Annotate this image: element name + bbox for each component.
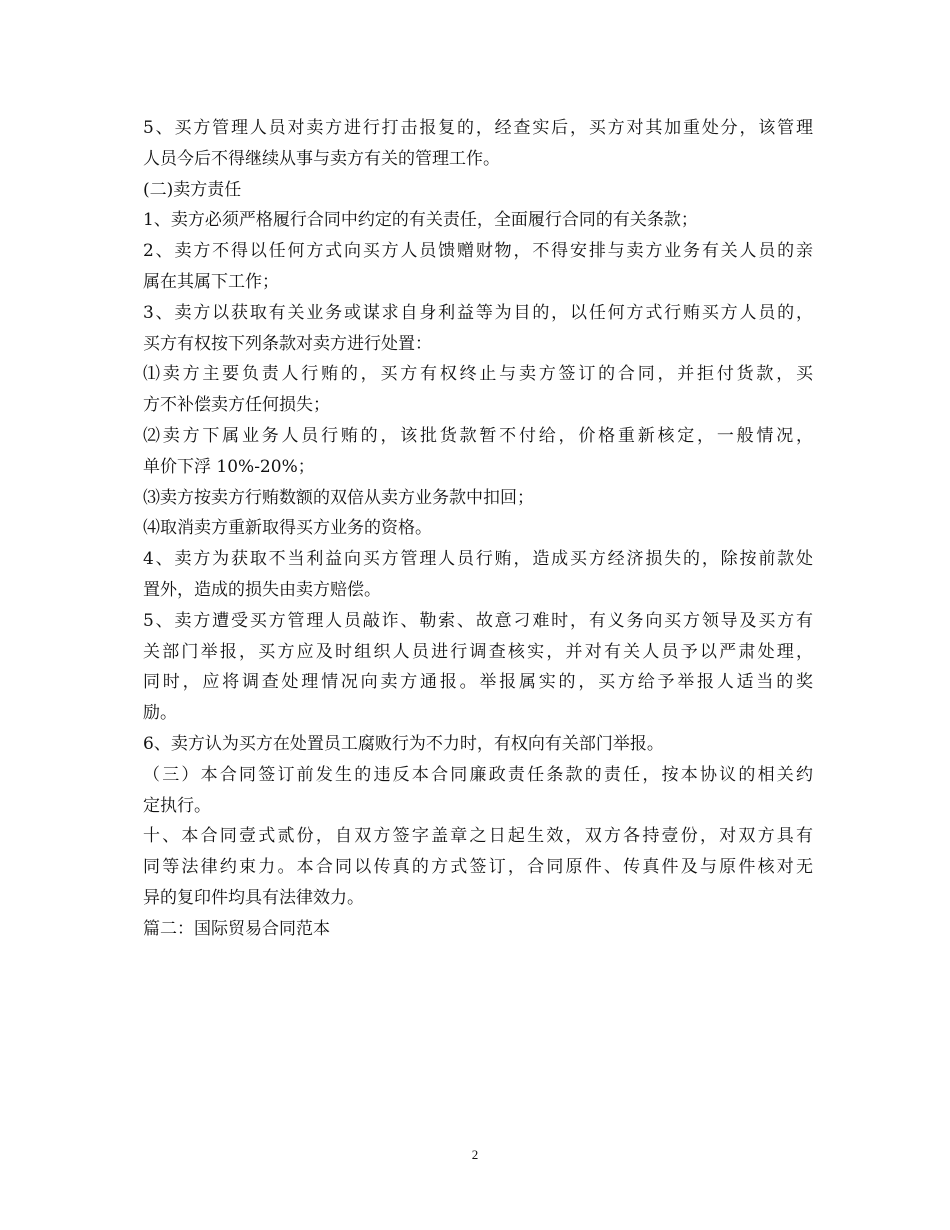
page-number: 2: [471, 1147, 479, 1162]
text-line: 励。: [143, 703, 177, 724]
text-line: 同时，应将调查处理情况向卖方通报。举报属实的，买方给予举报人适当的奖: [143, 672, 813, 693]
text-line: ⑶卖方按卖方行贿数额的双倍从卖方业务款中扣回；: [143, 487, 534, 508]
text-line: 篇二：国际贸易合同范本: [143, 918, 330, 939]
text-line: 6、卖方认为买方在处置员工腐败行为不力时，有权向有关部门举报。: [143, 733, 664, 754]
text-line: 5、买方管理人员对卖方进行打击报复的，经查实后，买方对其加重处分，该管理: [143, 118, 813, 138]
text-line: 人员今后不得继续从事与卖方有关的管理工作。: [143, 148, 500, 169]
text-line: 同等法律约束力。本合同以传真的方式签订，合同原件、传真件及与原件核对无: [143, 857, 813, 878]
text-line: 5、卖方遭受买方管理人员敲诈、勒索、故意刁难时，有义务向买方领导及买方有: [143, 610, 813, 631]
text-line: 1、卖方必须严格履行合同中约定的有关责任，全面履行合同的有关条款；: [143, 210, 698, 231]
text-line: 3、卖方以获取有关业务或谋求自身利益等为目的，以任何方式行贿买方人员的，: [143, 302, 813, 323]
text-line: 十、本合同壹式贰份，自双方签字盖章之日起生效，双方各持壹份，对双方具有: [143, 826, 813, 847]
text-line: 方不补偿卖方任何损失；: [143, 395, 330, 416]
text-line: 4、卖方为获取不当利益向买方管理人员行贿，造成买方经济损失的，除按前款处: [143, 549, 813, 570]
document-body: [143, 113, 813, 945]
text-line: 单价下浮 10%-20%；: [143, 456, 315, 477]
text-line: 置外，造成的损失由卖方赔偿。: [143, 579, 381, 600]
text-line: (二)卖方责任: [143, 179, 242, 200]
text-line: ⑴卖方主要负责人行贿的，买方有权终止与卖方签订的合同，并拒付货款，买: [143, 364, 813, 385]
text-line: 定执行。: [143, 795, 211, 816]
text-line: 关部门举报，买方应及时组织人员进行调查核实，并对有关人员予以严肃处理，: [143, 641, 813, 662]
text-line: 买方有权按下列条款对卖方进行处置：: [143, 333, 432, 354]
text-line: 2、卖方不得以任何方式向买方人员馈赠财物，不得安排与卖方业务有关人员的亲: [143, 241, 813, 262]
text-line: （三）本合同签订前发生的违反本合同廉政责任条款的责任，按本协议的相关约: [143, 764, 813, 785]
text-line: 属在其属下工作；: [143, 271, 279, 292]
text-line: 异的复印件均具有法律效力。: [143, 887, 364, 908]
text-line: ⑵卖方下属业务人员行贿的，该批货款暂不付给，价格重新核定，一般情况，: [143, 425, 813, 446]
text-line: ⑷取消卖方重新取得买方业务的资格。: [143, 518, 432, 539]
